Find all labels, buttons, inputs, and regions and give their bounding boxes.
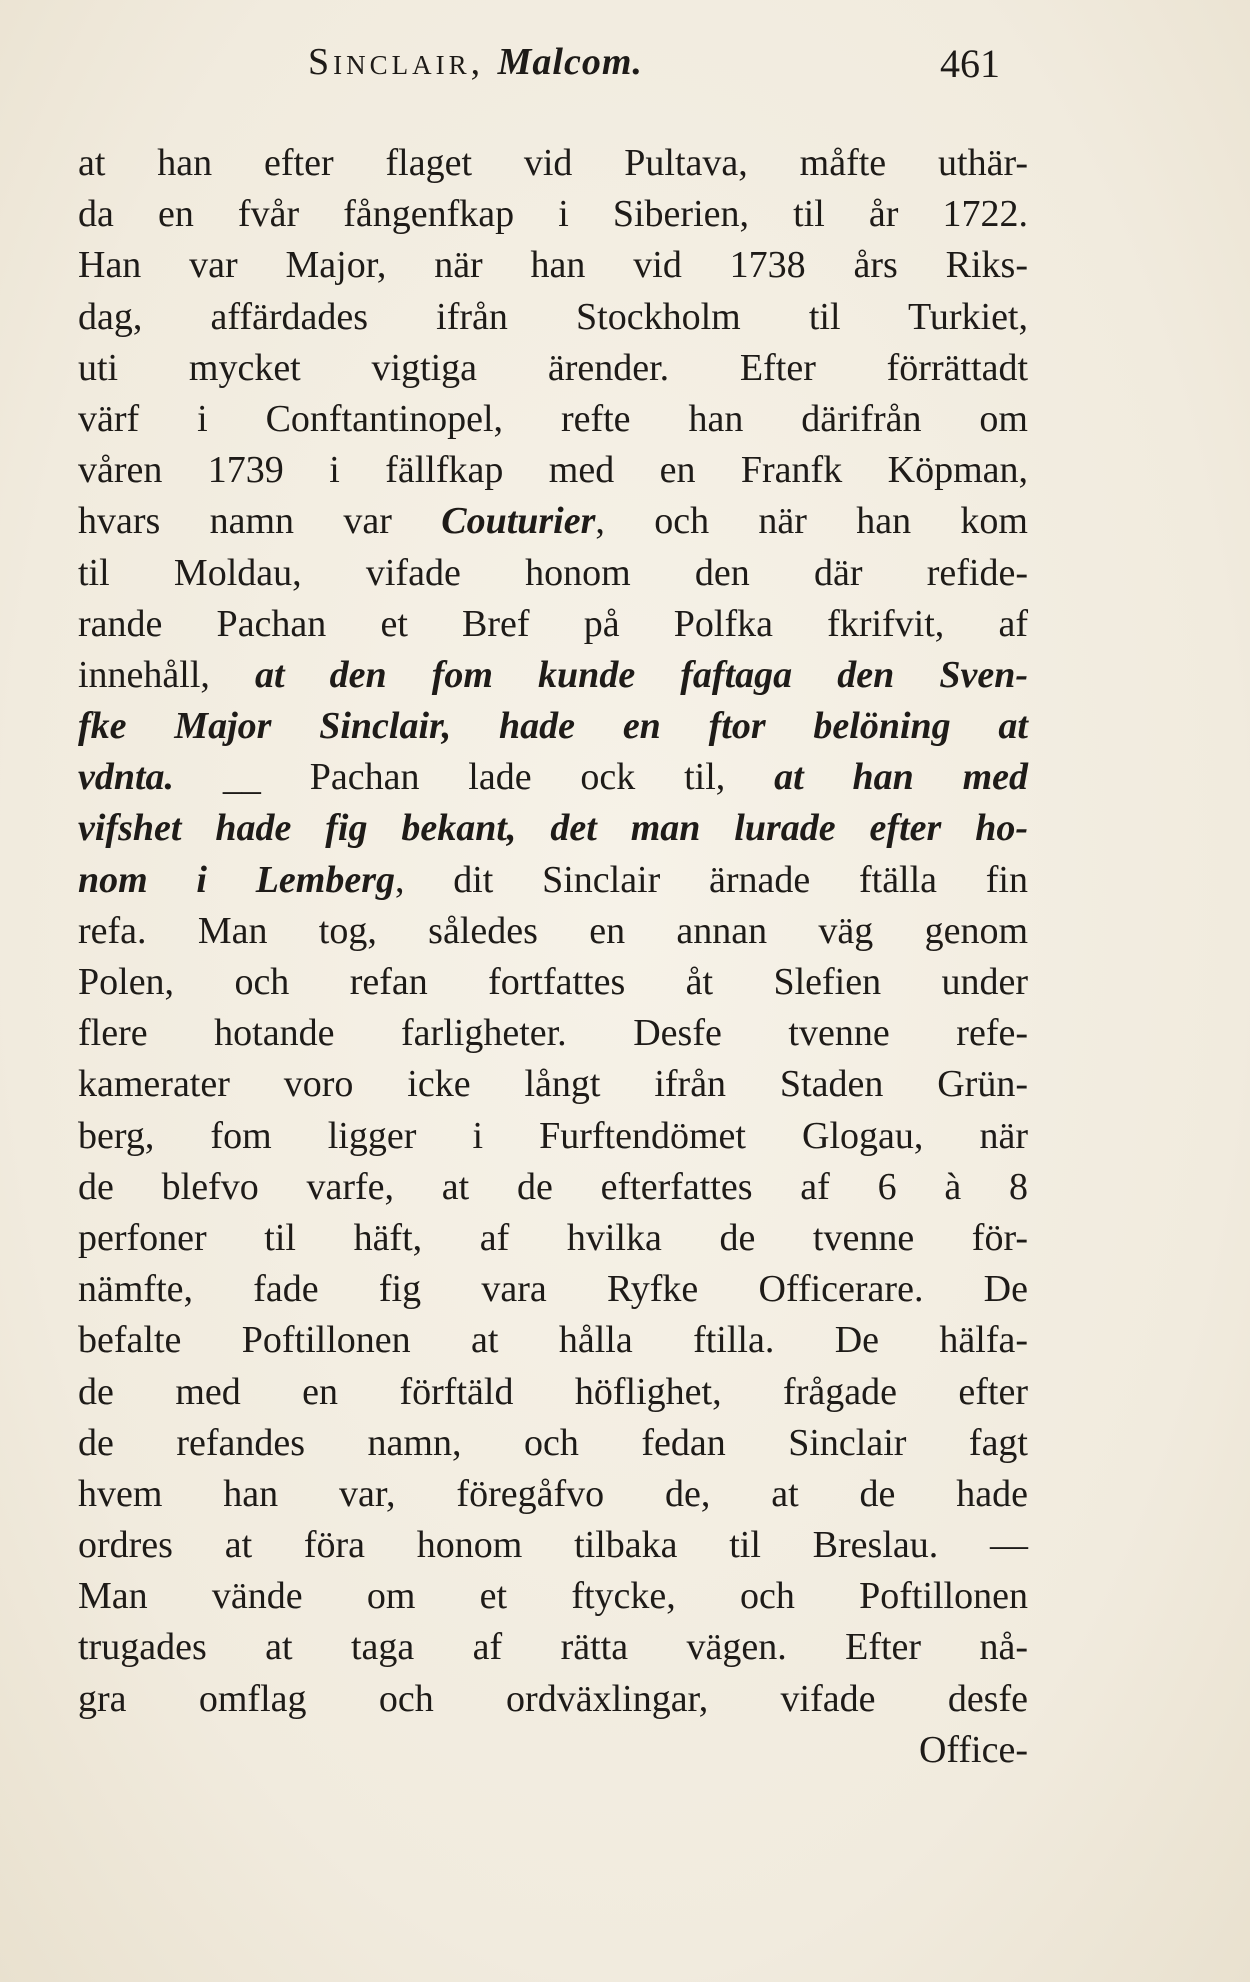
- text-line: [78, 855, 1028, 906]
- text-segment: , och när han kom: [595, 500, 1028, 543]
- text-line: [78, 189, 1028, 240]
- text-segment: flere hotande farligheter. Desfe tvenne refe-: [78, 1012, 1028, 1055]
- text-segment: rande Pachan et Bref på Polfka fkrifvit, af: [78, 602, 1028, 645]
- text-line: [78, 1315, 1028, 1366]
- text-segment: refa. Man tog, således en annan väg genom: [78, 909, 1028, 952]
- text-segment: perfoner til häft, af hvilka de tvenne för-: [78, 1216, 1028, 1259]
- text-line: [78, 394, 1028, 445]
- text-segment: värf i Conftantinopel, refte han därifrån om: [78, 397, 1028, 440]
- text-line: [78, 1059, 1028, 1110]
- text-line: [78, 1571, 1028, 1622]
- text-segment: trugades at taga af rätta vägen. Efter nå-: [78, 1626, 1028, 1669]
- body-text: [78, 138, 1028, 1776]
- text-line: [78, 752, 1028, 803]
- italic-segment: at han med: [774, 756, 1028, 799]
- text-segment: de blefvo varfe, at de efterfattes af 6 à 8: [78, 1165, 1028, 1208]
- text-line: [78, 240, 1028, 291]
- text-segment: ordres at föra honom tilbaka til Breslau. —: [78, 1524, 1028, 1567]
- text-line: [78, 1622, 1028, 1673]
- text-line: [78, 650, 1028, 701]
- text-segment: gra omflag och ordväxlingar, vifade desfe: [78, 1677, 1028, 1720]
- text-line: [78, 1162, 1028, 1213]
- catchword: Office-: [918, 1728, 1028, 1771]
- head-surname: Sinclair,: [308, 41, 485, 83]
- page-number: 461: [940, 41, 1000, 86]
- text-line: [78, 445, 1028, 496]
- text-segment: befalte Poftillonen at hålla ftilla. De hälfa-: [78, 1319, 1028, 1362]
- text-line: [78, 957, 1028, 1008]
- italic-segment: Couturier: [441, 500, 596, 543]
- text-segment: innehåll,: [78, 653, 255, 696]
- text-segment: , dit Sinclair ärnade ftälla fin: [395, 858, 1028, 901]
- text-segment: __ Pachan lade ock til,: [222, 756, 775, 799]
- running-head-title: [308, 40, 643, 84]
- text-line: [78, 906, 1028, 957]
- italic-segment: vifshet hade fig bekant, det man lurade efter ho-: [78, 807, 1028, 850]
- italic-segment: nom i Lemberg: [78, 858, 395, 901]
- text-line: [78, 292, 1028, 343]
- text-segment: Han var Major, när han vid 1738 års Riks-: [78, 244, 1028, 287]
- text-line: [78, 138, 1028, 189]
- text-segment: dag, affärdades ifrån Stockholm til Turkiet,: [78, 295, 1028, 338]
- text-segment: kamerater voro icke långt ifrån Staden Grün-: [78, 1063, 1028, 1106]
- text-segment: nämfte, fade fig vara Ryfke Officerare. De: [78, 1268, 1028, 1311]
- text-segment: Polen, och refan fortfattes åt Slefien under: [78, 961, 1028, 1003]
- text-segment: at han efter flaget vid Pultava, måfte uthär-: [78, 142, 1028, 184]
- text-line: [78, 1213, 1028, 1264]
- running-head: [0, 40, 1250, 100]
- text-segment: til Moldau, vifade honom den där refide-: [78, 551, 1028, 594]
- text-line: [78, 1367, 1028, 1418]
- italic-segment: at den fom kunde faftaga den Sven-: [255, 653, 1028, 696]
- text-line: [78, 1469, 1028, 1520]
- italic-segment: fke Major Sinclair, hade en ftor belöning at: [78, 705, 1028, 748]
- text-line: [78, 1264, 1028, 1315]
- text-line: [78, 701, 1028, 752]
- text-segment: Man vände om et ftycke, och Poftillonen: [78, 1575, 1028, 1618]
- text-segment: de refandes namn, och fedan Sinclair fagt: [78, 1421, 1028, 1464]
- text-line: [78, 1674, 1028, 1725]
- text-segment: våren 1739 i fällfkap med en Franfk Köpman,: [78, 449, 1028, 492]
- text-segment: de med en förftäld höflighet, frågade efter: [78, 1370, 1028, 1413]
- text-segment: uti mycket vigtiga ärender. Efter förrättadt: [78, 346, 1028, 389]
- text-line: [78, 1111, 1028, 1162]
- text-segment: da en fvår fångenfkap i Siberien, til år 1722.: [78, 193, 1028, 236]
- text-line: [78, 548, 1028, 599]
- text-line: [78, 1418, 1028, 1469]
- text-line: [78, 599, 1028, 650]
- text-segment: hvem han var, föregåfvo de, at de hade: [78, 1472, 1028, 1515]
- text-segment: berg, fom ligger i Furftendömet Glogau, när: [78, 1114, 1028, 1157]
- italic-segment: vdnta.: [78, 756, 223, 799]
- text-segment: hvars namn var: [78, 500, 442, 543]
- text-line: [78, 496, 1028, 547]
- text-line: [78, 1008, 1028, 1059]
- text-line: [78, 343, 1028, 394]
- head-given-name: Malcom.: [497, 41, 643, 83]
- text-line: [78, 803, 1028, 854]
- text-line: [78, 1520, 1028, 1571]
